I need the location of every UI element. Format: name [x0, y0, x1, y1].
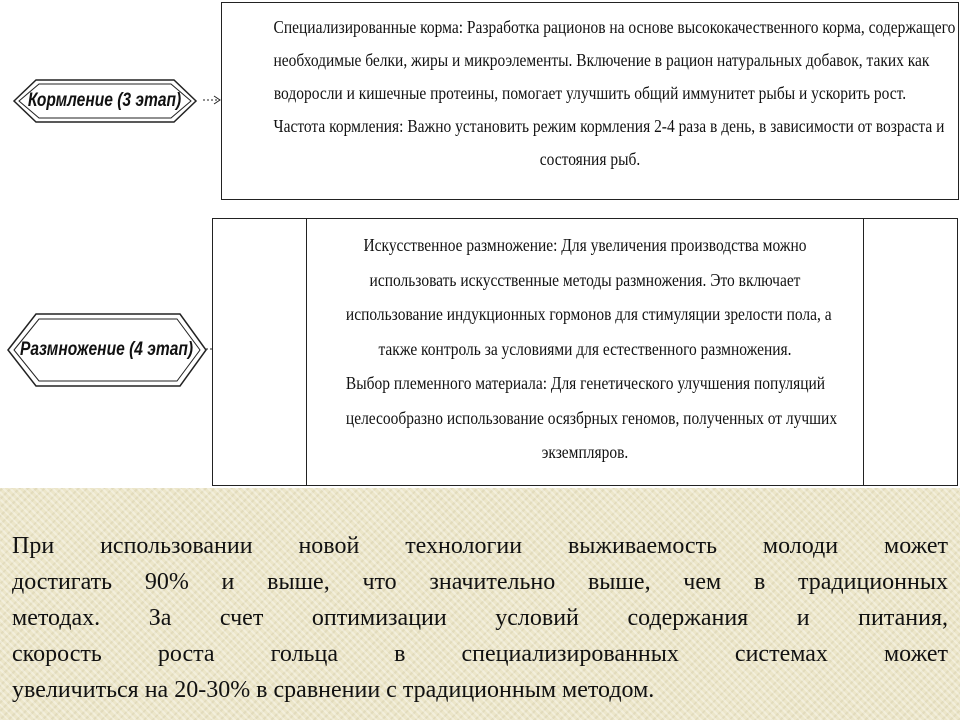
- summary-line: достигать 90% и выше, что значительно выше, чем в традиционных: [12, 569, 948, 595]
- stage4-description-box: [212, 218, 958, 486]
- stage4-text-cell: [306, 219, 864, 485]
- stage4-line: использование индукционных гормонов для стимуляции зрелости пола, а: [345, 304, 832, 324]
- stage3-description-box: [221, 2, 959, 200]
- stage4-line: экземпляров.: [541, 442, 629, 462]
- stage3-line: водоросли и кишечные протеины, помогает улучшить общий иммунитет рыбы и ускорить рост.: [273, 83, 907, 103]
- stage3-label: Кормление (3 этап): [28, 90, 182, 111]
- stage4-hexagon: [4, 312, 210, 388]
- stage3-line: состояния рыб.: [539, 149, 641, 169]
- summary-text: [12, 528, 948, 708]
- summary-line: увеличиться на 20-30% в сравнении с традиционным методом.: [12, 677, 655, 703]
- stage3-line: необходимые белки, жиры и микроэлементы. Включение в рацион натуральных добавок, таких как: [273, 50, 930, 70]
- stage4-line: Искусственное размножение: Для увеличения производства можно: [363, 235, 807, 255]
- stage4-line: также контроль за условиями для естественного размножения.: [378, 338, 792, 359]
- stage3-line: Частота кормления: Важно установить режим кормления 2-4 раза в день, в зависимости от возраста и: [273, 116, 945, 136]
- summary-line: При использовании новой технологии выживаемость молоди может: [12, 533, 948, 559]
- stage3-hexagon: [6, 78, 204, 124]
- summary-line: скорость роста гольца в специализированных системах может: [12, 641, 948, 667]
- stage3-arrow-icon: [203, 94, 223, 106]
- stage4-line: Выбор племенного материала: Для генетического улучшения популяций: [345, 373, 826, 393]
- stage3-line: Специализированные корма: Разработка рационов на основе высококачественного корма, содержащего: [273, 17, 956, 37]
- stage4-description: [307, 219, 863, 470]
- stage4-label: Размножение (4 этап): [20, 339, 194, 360]
- summary-line: методах. За счет оптимизации условий содержания и питания,: [12, 605, 948, 631]
- stage4-line: целесообразно использование осязбрных геномов, полученных от лучших: [345, 407, 838, 428]
- stage4-line: использовать искусственные методы размножения. Это включает: [369, 269, 801, 290]
- stage3-description: [222, 3, 958, 176]
